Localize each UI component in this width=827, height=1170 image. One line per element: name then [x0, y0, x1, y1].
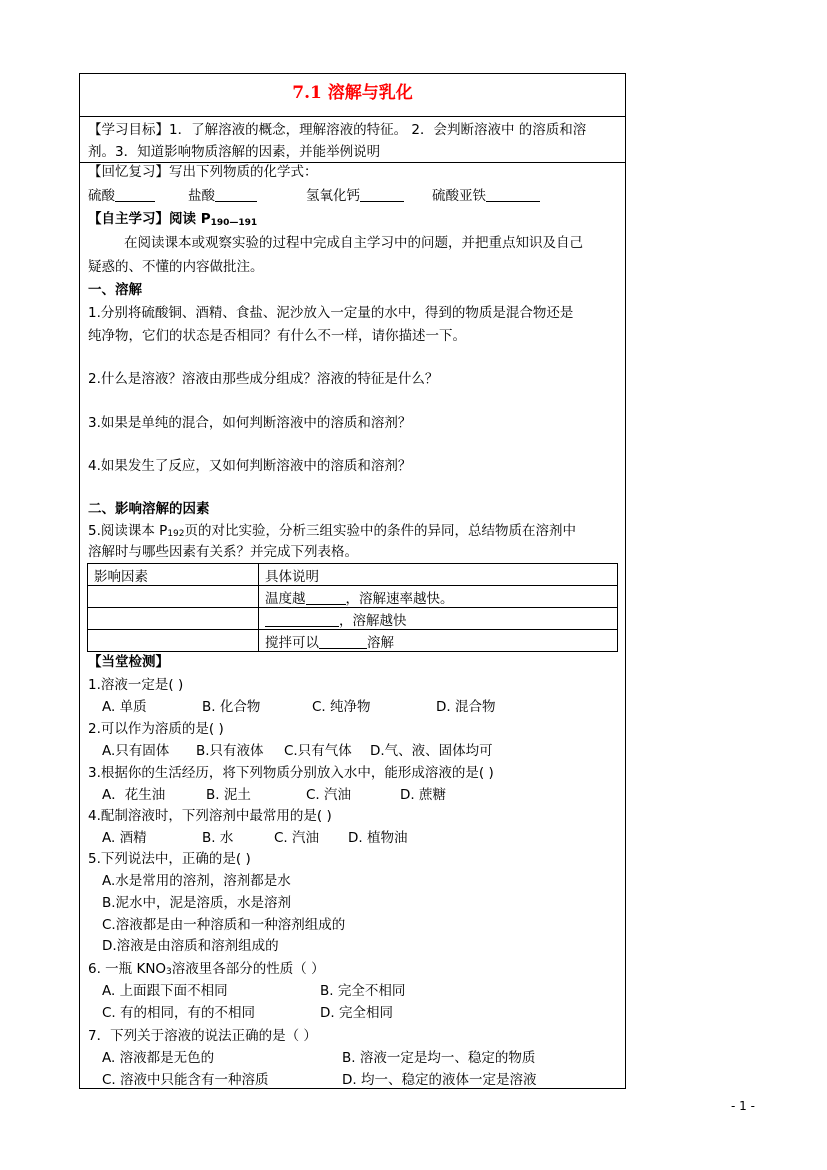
- worksheet-frame: [79, 73, 626, 1089]
- factors-table: [87, 563, 618, 652]
- review-heading: 【回忆复习】写出下列物质的化学式：: [88, 164, 318, 180]
- quiz-q6-option-d[interactable]: D. 完全相同: [320, 1005, 393, 1021]
- question-5-text: 页的对比实验，分析三组实验中的条件的异同，总结物质在溶剂中: [184, 523, 576, 539]
- table-cell: [259, 586, 618, 608]
- review-item-1: [88, 186, 155, 206]
- quiz-q6-stem: [88, 959, 325, 982]
- answer-blank[interactable]: [486, 187, 540, 202]
- table-row: [88, 630, 618, 652]
- quiz-q7-stem: 7．下列关于溶液的说法正确的是（ ）: [88, 1028, 317, 1044]
- quiz-q6-option-a[interactable]: A. 上面跟下面不相同: [102, 983, 228, 999]
- table-header-cell: 具体说明: [259, 564, 618, 586]
- answer-blank[interactable]: [115, 187, 155, 202]
- answer-blank[interactable]: [360, 187, 404, 202]
- quiz-q1-option-c[interactable]: C. 纯净物: [312, 699, 371, 715]
- quiz-q3-stem: 3.根据你的生活经历，将下列物质分别放入水中，能形成溶液的是( ): [88, 765, 494, 781]
- quiz-q6-stem-text: 6. 一瓶 KNO: [88, 961, 167, 977]
- page-title: 7.1 溶解与乳化: [292, 83, 413, 103]
- question-3: 3.如果是单纯的混合，如何判断溶液中的溶质和溶剂？: [88, 415, 412, 431]
- question-5-text: 5.阅读课本 P: [88, 523, 168, 539]
- answer-blank[interactable]: [215, 187, 257, 202]
- quiz-q5-option-b[interactable]: B.泥水中，泥是溶质，水是溶剂: [102, 895, 292, 911]
- self-study-intro-2: 疑惑的、不懂的内容做批注。: [88, 259, 264, 275]
- quiz-q4-option-c[interactable]: C. 汽油: [274, 830, 320, 846]
- quiz-q7-option-d[interactable]: D. 均一、稳定的液体一定是溶液: [342, 1072, 537, 1088]
- section1-heading: 一、溶解: [88, 282, 142, 298]
- title-divider: [80, 116, 625, 117]
- quiz-q4-option-a[interactable]: A. 酒精: [102, 830, 147, 846]
- answer-blank[interactable]: [265, 612, 339, 627]
- quiz-heading: 【当堂检测】: [88, 654, 169, 670]
- table-row: [88, 608, 618, 630]
- quiz-q2-option-a[interactable]: A.只有固体: [102, 743, 170, 759]
- quiz-q2-option-d[interactable]: D.气、液、固体均可: [370, 743, 493, 759]
- quiz-q2-stem: 2.可以作为溶质的是( ): [88, 721, 224, 737]
- question-5-line-1: [88, 521, 576, 544]
- page-number: - 1 -: [731, 1099, 755, 1113]
- review-item-label: 盐酸: [188, 188, 215, 204]
- review-item-label: 硫酸亚铁: [432, 188, 486, 204]
- review-item-label: 硫酸: [88, 188, 115, 204]
- quiz-q3-option-d[interactable]: D. 蔗糖: [400, 787, 446, 803]
- subscript: 3: [166, 967, 172, 977]
- quiz-q4-stem: 4.配制溶液时，下列溶剂中最常用的是( ): [88, 808, 332, 824]
- table-row: [88, 586, 618, 608]
- quiz-q3-option-b[interactable]: B. 泥土: [206, 787, 251, 803]
- table-cell: [259, 608, 618, 630]
- question-4: 4.如果发生了反应，又如何判断溶液中的溶质和溶剂？: [88, 458, 412, 474]
- cell-text: ，溶解速率越快。: [345, 590, 454, 607]
- quiz-q1-option-a[interactable]: A. 单质: [102, 699, 147, 715]
- self-study-heading: [88, 209, 257, 233]
- quiz-q2-option-b[interactable]: B.只有液体: [196, 743, 264, 759]
- quiz-q5-stem: 5.下列说法中，正确的是( ): [88, 851, 251, 867]
- table-cell: [259, 630, 618, 652]
- question-2: 2.什么是溶液？溶液由那些成分组成？溶液的特征是什么？: [88, 371, 439, 387]
- self-study-heading-text: 【自主学习】阅读 P: [88, 211, 211, 227]
- quiz-q3-option-c[interactable]: C. 汽油: [306, 787, 352, 803]
- question-1-line-1: 1.分别将硫酸铜、酒精、食盐、泥沙放入一定量的水中，得到的物质是混合物还是: [88, 305, 574, 321]
- quiz-q1-option-b[interactable]: B. 化合物: [202, 699, 261, 715]
- table-cell-empty[interactable]: [88, 608, 259, 630]
- quiz-q5-option-c[interactable]: C.溶液都是由一种溶质和一种溶剂组成的: [102, 917, 346, 933]
- quiz-q4-option-d[interactable]: D. 植物油: [348, 830, 408, 846]
- review-item-3: [306, 186, 404, 206]
- quiz-q1-option-d[interactable]: D. 混合物: [436, 699, 496, 715]
- quiz-q1-stem: 1.溶液一定是( ): [88, 677, 184, 693]
- review-item-4: [432, 186, 540, 206]
- cell-text: 溶解: [367, 634, 394, 651]
- quiz-q6-option-b[interactable]: B. 完全不相同: [320, 983, 406, 999]
- quiz-q5-option-d[interactable]: D.溶液是由溶质和溶剂组成的: [102, 938, 279, 954]
- section2-heading: 二、影响溶解的因素: [88, 501, 210, 517]
- cell-text: 温度越: [265, 590, 306, 607]
- question-1-line-2: 纯净物，它们的状态是否相同？有什么不一样，请你描述一下。: [88, 328, 466, 344]
- question-5-line-2: 溶解时与哪些因素有关系？并完成下列表格。: [88, 544, 358, 560]
- review-item-2: [188, 186, 257, 206]
- quiz-q2-option-c[interactable]: C.只有气体: [284, 743, 352, 759]
- quiz-q4-option-b[interactable]: B. 水: [202, 830, 234, 846]
- quiz-q6-option-c[interactable]: C. 有的相同，有的不相同: [102, 1005, 256, 1021]
- objectives-line-1: 【学习目标】1．了解溶液的概念，理解溶液的特征。 2．会判断溶液中 的溶质和溶: [88, 122, 587, 138]
- cell-text: ，溶解越快: [339, 612, 407, 629]
- quiz-q7-option-a[interactable]: A. 溶液都是无色的: [102, 1050, 215, 1066]
- review-item-label: 氢氧化钙: [306, 188, 360, 204]
- table-header-cell: 影响因素: [88, 564, 259, 586]
- table-cell-empty[interactable]: [88, 630, 259, 652]
- quiz-q3-option-a[interactable]: A．花生油: [102, 787, 166, 803]
- cell-text: 搅拌可以: [265, 634, 319, 651]
- page-ref: 192: [167, 529, 185, 539]
- table-header-row: [88, 564, 618, 586]
- quiz-q5-option-a[interactable]: A.水是常用的溶剂，溶剂都是水: [102, 873, 291, 889]
- quiz-q7-option-b[interactable]: B. 溶液一定是均一、稳定的物质: [342, 1050, 536, 1066]
- self-study-intro-1: 在阅读课本或观察实验的过程中完成自主学习中的问题，并把重点知识及自己: [124, 235, 583, 251]
- answer-blank[interactable]: [319, 634, 367, 649]
- self-study-pages: 190—191: [210, 218, 258, 228]
- quiz-q6-stem-text: 溶液里各部分的性质（ ）: [171, 961, 325, 977]
- quiz-q7-option-c[interactable]: C. 溶液中只能含有一种溶质: [102, 1072, 269, 1088]
- table-cell-empty[interactable]: [88, 586, 259, 608]
- answer-blank[interactable]: [306, 590, 346, 605]
- objectives-line-2: 剂。3．知道影响物质溶解的因素，并能举例说明: [88, 144, 381, 160]
